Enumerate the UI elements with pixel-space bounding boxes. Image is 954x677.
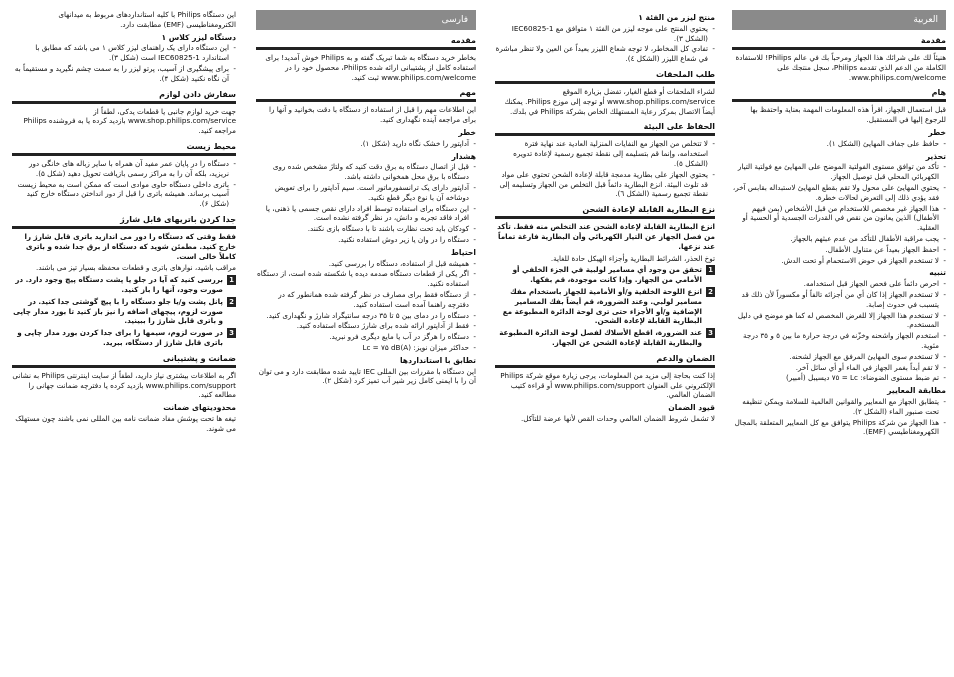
heading-intro: مقدمة xyxy=(732,35,946,50)
caution-item: - فقط از آداپتور ارائه شده برای شارژ دستگاه استفاده کنید. xyxy=(256,321,476,331)
persian-column-2 xyxy=(12,10,236,436)
warning-item: - احفظ الجهاز بعيداً عن متناول الأطفال. xyxy=(732,245,946,255)
heading-battery-removal: نزع البطارية القابلة لإعادة الشحن xyxy=(495,204,715,219)
heading-important: مهم xyxy=(256,87,476,102)
warning-item: - کودکان باید تحت نظارت باشند تا با دستگاه بازی نکنند. xyxy=(256,224,476,234)
warning-item: - يحتوي المهايئ على محول ولا تقم بقطع المهايئ لاستبداله بقابس آخر، فقد يؤدي ذلك إلى التعرض لحالات خطرة. xyxy=(732,183,946,203)
caution-item: - دستگاه را در دمای بین ۵ تا ۳۵ درجه سانتیگراد شارژ و نگهداری کنید. xyxy=(256,311,476,321)
emf-text: این دستگاه Philips با کلیه استانداردهای مربوط به میدانهای الکترومغناطیسی (EMF) مطابقت دارد. xyxy=(58,10,236,29)
step-2: 2 انزع اللوحة الخلفية و/أو الأمامية للجهاز باستخدام مفك مسامير لولبي. وعند الضرورة، قم أيضاً بفك المسامير الإضافية و/أو الأجزاء حتى ترى لوحة الدائرة المطبوعة مع البطارية القابلة لإعادة الشحن. xyxy=(495,287,715,326)
heading-accessories: سفارش دادن لوازم xyxy=(12,89,236,104)
intro-text: بخاطر خرید دستگاه به شما تبریک گفته و به Philips خوش آمدید! برای استفاده کامل از پشتیبانی ارائه شده Philips، محصول خود را در www.philips.com/welcome ثبت کنید. xyxy=(265,53,476,82)
compliance-item: - هذا الجهاز من شركة Philips يتوافق مع كل المعايير المتعلقة بالمجال الكهرومغناطيسي (EMF). xyxy=(732,418,946,438)
accessories-text: جهت خرید لوازم جانبی یا قطعات یدکی، لطفاً از www.shop.philips.com/service بازدید کرده یا به فروشنده Philips مراجعه کنید. xyxy=(23,106,236,136)
danger-item: - حافظ على جفاف المهايئ (الشكل ١). xyxy=(732,139,946,149)
warranty-text: إذا كنت بحاجة إلى مزيد من المعلومات، يرجى زيارة موقع شركة Philips الإلكتروني على العنوان www.philips.com/support أو قراءة كتيب الضمان العالمي. xyxy=(500,370,715,400)
heading-intro: مقدمه xyxy=(256,35,476,50)
compliance-item: - يتطابق الجهاز مع المعايير والقوانين العالمية للسلامة ويمكن تنظيفه تحت صنبور الماء (الشكل ٢). xyxy=(732,397,946,417)
warning-item: - تأكد من توافق مستوى الفولتية الموضح على المهايئ مع فولتية التيار الكهربائي المحلي قبل توصيل الجهاز. xyxy=(732,162,946,182)
warning-item: - دستگاه را در وان یا زیر دوش استفاده نکنید. xyxy=(256,235,476,245)
heading-warning: هشدار xyxy=(451,151,476,161)
environment-item: - باتری داخلی دستگاه حاوی موادی است که ممکن است به محیط زیست آسیب برساند. همیشه باتری را قبل از دور انداختن دستگاه خارج کنید (شکل ۶). xyxy=(12,180,236,209)
heading-warranty: الضمان والدعم xyxy=(495,353,715,368)
heading-warranty-restrictions: محدودیتهای ضمانت xyxy=(163,403,236,413)
heading-warning: تحذير xyxy=(925,151,946,161)
caution-item: - دستگاه را هرگز در آب یا مایع دیگری فرو نبرید. xyxy=(256,332,476,342)
step-1: 1 تحقق من وجود أي مسامير لولبية في الجزء الخلفي أو الأمامي من الجهاز. وإذا كانت موجودة، قم بفكها. xyxy=(495,265,715,285)
step-1: 1 بررسی کنید که آیا در جلو یا پشت دستگاه پیچ وجود دارد. در صورت وجود، آنها را باز کنید. xyxy=(12,275,236,295)
heading-danger: خطر xyxy=(928,127,946,137)
laser-item: - برای پیشگیری از آسیب، پرتو لیزر را به سمت چشم نگیرید و مستقیماً به آن نگاه نکنید (شکل ۴). xyxy=(12,64,236,84)
heading-warranty-restrictions: قيود الضمان xyxy=(668,403,715,413)
warning-item: - لا تستخدم الجهاز في حوض الاستحمام أو تحت الدش. xyxy=(732,256,946,266)
language-header-persian: فارسی xyxy=(256,10,476,30)
important-text: این اطلاعات مهم را قبل از استفاده از دستگاه با دقت بخوانید و آنها را برای مراجعه آینده نگهداری کنید. xyxy=(268,105,476,125)
heading-laser: منتج ليزر من الفئة ١ xyxy=(638,13,715,22)
caution-item: - از دستگاه فقط برای مصارف در نظر گرفته شده همانطور که در دفترچه راهنما آمده است استفاده کنید. xyxy=(256,290,476,310)
warning-item: - يجب مراقبة الأطفال للتأكد من عدم عبثهم بالجهاز. xyxy=(732,234,946,244)
environment-item: - دستگاه را در پایان عمر مفید آن همراه با سایر زباله های خانگی دور نریزید، بلکه آن را به مراکز رسمی بازیافت تحویل دهید (شکل ۵). xyxy=(12,159,236,179)
step-3: 3 در صورت لزوم، سیمها را برای جدا کردن بورد مدار چاپی و باتری قابل شارژ از دستگاه، ببرید. xyxy=(12,328,236,348)
arabic-column-2 xyxy=(495,10,715,426)
warranty-text: اگر به اطلاعات بیشتری نیاز دارید، لطفاً از سایت اینترنتی Philips به نشانی www.philips.com/support بازدید کرده یا دفترچه ضمانت جهانی را مطالعه کنید. xyxy=(12,370,236,400)
heading-environment: الحفاظ على البيئة xyxy=(495,121,715,136)
warning-item: - آداپتور دارای یک ترانسفورماتور است. سیم آداپتور را برای تعویض دوشاخه آن با نوع دیگر قطع نکنید. xyxy=(256,183,476,203)
caution-item: - لا تقم أبداً بغمر الجهاز في الماء أو أي سائل آخر. xyxy=(732,363,946,373)
caution-item: - لا تستخدم الجهاز إذا كان أي من أجزائه تالفاً أو مكسوراً لأن ذلك قد يتسبب في حدوث إصابة. xyxy=(732,290,946,310)
caution-item: - احرص دائماً على فحص الجهاز قبل استخدامه. xyxy=(732,279,946,289)
laser-item: - تفادي كل المخاطر، لا توجه شعاع الليزر بعيداً عن العين ولا تنظر مباشرة في شعاع الليزر (الشكل ٤). xyxy=(495,44,715,64)
battery-warning-bold: فقط وقتی که دستگاه را دور می اندازید باتری قابل شارژ را خارج کنید. مطمئن شوید که دستگاه از برق جدا شده و باتری کاملاً خالی است. xyxy=(24,231,236,261)
warranty-restrictions-text: لا تشمل شروط الضمان العالمي وحدات القص لأنها عرضة للتآكل. xyxy=(521,413,715,423)
heading-compliance: مطابقة المعايير xyxy=(887,386,946,396)
language-header-arabic: العربية xyxy=(732,10,946,30)
step-3: 3 عند الضرورة، اقطع الأسلاك لفصل لوحة الدائرة المطبوعة والبطارية القابلة لإعادة الشحن عن الجهاز. xyxy=(495,328,715,348)
warning-item: - هذا الجهاز غير مخصص للاستخدام من قبل الأشخاص (بمن فيهم الأطفال) الذين يعانون من نقص في القدرات الجسدية أو الحسية أو العقلية. xyxy=(732,204,946,233)
heading-accessories: طلب الملحقات xyxy=(495,69,715,84)
heading-caution: احتیاط xyxy=(450,247,476,257)
warning-item: - این دستگاه برای استفاده توسط افراد دارای نقص جسمی یا ذهنی، یا افراد فاقد تجربه و دانش، در نظر گرفته نشده است. xyxy=(256,204,476,224)
warning-item: - قبل از اتصال دستگاه به برق دقت کنید که ولتاژ مشخص شده روی دستگاه با برق محل همخوانی داشته باشد. xyxy=(256,162,476,182)
accessories-text: لشراء الملحقات أو قطع الغيار، تفضل بزيارة الموقع www.shop.philips.com/service أو توجه إلى موزع Philips. يمكنك أيضاً الاتصال بمركز رعاية المستهلك الخاص بشركة Philips في بلدك. xyxy=(504,86,715,116)
battery-note: مراقب باشید، نوارهای باتری و قطعات محفظه بسیار تیز می باشند. xyxy=(36,263,236,273)
heading-compliance: تطابق با استانداردها xyxy=(399,355,476,365)
caution-item: - لا تستخدم هذا الجهاز إلا للغرض المخصص له كما هو موضح في دليل المستخدم. xyxy=(732,311,946,331)
caution-item: - همیشه قبل از استفاده، دستگاه را بررسی کنید. xyxy=(256,259,476,269)
caution-item: - لا تستخدم سوى المهايئ المرفق مع الجهاز لشحنه. xyxy=(732,352,946,362)
step-2: 2 پانل پشت و/یا جلو دستگاه را با پیچ گوشتی جدا کنید. در صورت لزوم، پیچهای اضافه را نیز باز کنید تا بورد مدار چاپی و باتری قابل شارژ را ببینید. xyxy=(12,297,236,326)
heading-important: هام xyxy=(732,87,946,102)
caution-item: - تم ضبط مستوى الضوضاء: Lc = ٧٥ ديسيبل (أمبير) xyxy=(732,373,946,383)
battery-note: توخ الحذر، الشرائط البطارية وأجزاء الهيكل حادة للغاية. xyxy=(550,253,715,263)
heading-battery-removal: جدا کردن باتریهای قابل شارژ xyxy=(12,214,236,229)
heading-warranty: ضمانت و پشتیبانی xyxy=(12,353,236,368)
heading-environment: محیط زیست xyxy=(12,141,236,156)
warranty-restrictions-text: تیغه ها تحت پوشش مفاد ضمانت نامه بین المللی نمی باشند چون مستهلک می شوند. xyxy=(15,413,236,433)
arabic-column-1 xyxy=(732,10,946,438)
heading-caution: تنبيه xyxy=(929,268,946,278)
environment-item: - لا تتخلص من الجهاز مع النفايات المنزلية العادية عند نهاية فترة استخدامه، وإنما قم بتسليمه إلى نقطة تجميع رسمية لإعادة تدويره (الشكل ٥). xyxy=(495,139,715,168)
caution-item: - اگر یکی از قطعات دستگاه صدمه دیده یا شکسته شده است، از دستگاه استفاده نکنید. xyxy=(256,269,476,289)
important-text: قبل استعمال الجهاز، اقرأ هذه المعلومات المهمة بعناية واحتفظ بها للرجوع إليها في المستقبل. xyxy=(750,105,946,125)
caution-item: - حداکثر میزان نویز: Lc = ۷۵ dB(A) xyxy=(256,343,476,353)
caution-item: - استخدم الجهاز واشحنه وخزّنه في درجة حرارة ما بين ٥ و ٣٥ درجة مئوية. xyxy=(732,331,946,351)
compliance-text: این دستگاه با مقررات بین المللی IEC تایید شده مطابقت دارد و می توان آن را با ایمنی کامل زیر شیر آب تمیز کرد (شکل ۲). xyxy=(258,366,476,386)
danger-item: - آداپتور را خشک نگاه دارید (شکل ۱). xyxy=(256,139,476,149)
intro-text: هنيئاً لك على شرائك هذا الجهاز ومرحباً بك في عالم Philips! للاستفادة الكاملة من الدعم الذي تقدمه Philips، سجل منتجك على www.philips.com/welcome. xyxy=(735,53,946,82)
battery-warning-bold: انزع البطارية القابلة لإعادة الشحن عند التخلص منه فقط. تأكد من فصل الجهاز عن التيار الكهربائي وأن البطارية فارغة تماماً عند نزعها. xyxy=(497,222,715,251)
environment-item: - يحتوي الجهاز على بطارية مدمجة قابلة لإعادة الشحن تحتوي على مواد قد تلوث البيئة. انزع البطارية دائماً قبل التخلص من الجهاز وتسليمه إلى نقطة تجميع رسمية (الشكل ٦). xyxy=(495,170,715,199)
heading-laser: دستگاه لیزر کلاس ۱ xyxy=(161,32,236,42)
laser-item: - يحتوي المنتج على موجه ليزر من الفئة ١ متوافق مع IEC60825-1 (الشكل ٣). xyxy=(495,24,715,44)
laser-item: - این دستگاه دارای یک راهنمای لیزر کلاس ۱ می باشد که مطابق با استاندارد IEC60825-1 است (شکل ۳). xyxy=(12,43,236,63)
heading-danger: خطر xyxy=(458,127,476,137)
persian-column-1 xyxy=(256,10,476,388)
